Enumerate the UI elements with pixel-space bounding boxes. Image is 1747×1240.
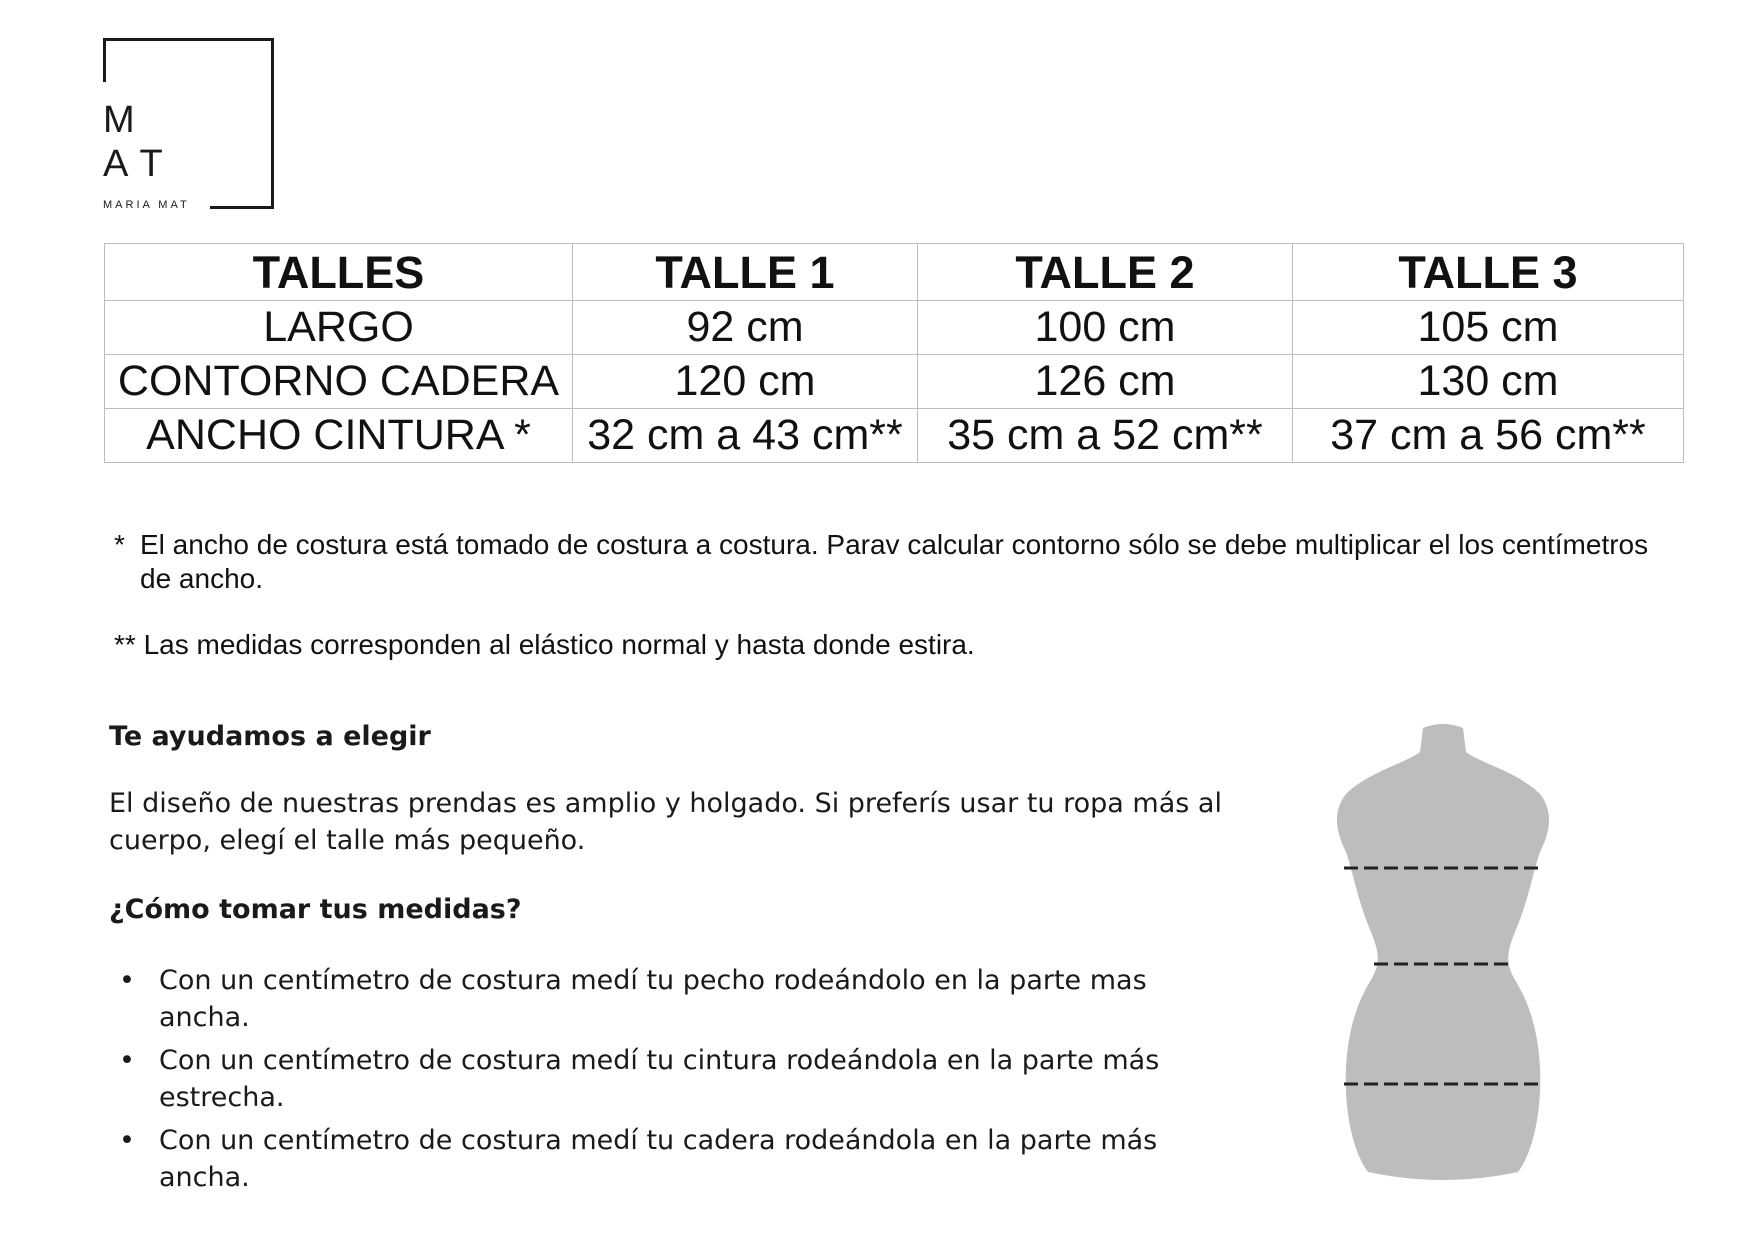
table-cell: 105 cm bbox=[1293, 301, 1684, 355]
footnotes bbox=[114, 528, 1674, 662]
list-item: • Con un centímetro de costura medí tu cintura rodeándola en la parte más estrecha. bbox=[109, 1042, 1239, 1116]
table-cell: 120 cm bbox=[573, 355, 918, 409]
footnote-waist-width bbox=[114, 528, 1674, 596]
help-title: Te ayudamos a elegir bbox=[109, 721, 431, 752]
header-cell-talle-3: TALLE 3 bbox=[1293, 244, 1684, 301]
logo-frame-bottom-stub bbox=[210, 206, 274, 209]
help-paragraph: El diseño de nuestras prendas es amplio y holgado. Si preferís usar tu ropa más al cuerpo, elegí el talle más pequeño. bbox=[109, 788, 1222, 856]
list-item: • Con un centímetro de costura medí tu cadera rodeándola en la parte más ancha. bbox=[109, 1122, 1239, 1196]
table-row-largo bbox=[105, 301, 1684, 355]
table-cell: 37 cm a 56 cm** bbox=[1293, 409, 1684, 463]
size-table-header-row bbox=[105, 244, 1684, 301]
logo-brand-name: MARIA MAT bbox=[103, 199, 190, 211]
table-cell: 126 cm bbox=[918, 355, 1293, 409]
mannequin-body bbox=[1337, 724, 1549, 1180]
footnote-asterisk: * bbox=[114, 529, 125, 560]
footnote-elastic: ** Las medidas corresponden al elástico normal y hasta donde estira. bbox=[114, 629, 975, 660]
size-help-section bbox=[109, 718, 1239, 1202]
logo-letter-m: M bbox=[103, 99, 137, 141]
measure-title: ¿Cómo tomar tus medidas? bbox=[109, 894, 522, 925]
row-label: CONTORNO CADERA bbox=[105, 355, 573, 409]
logo-letters-at: AT bbox=[103, 143, 177, 185]
table-cell: 32 cm a 43 cm** bbox=[573, 409, 918, 463]
header-cell-talle-1: TALLE 1 bbox=[573, 244, 918, 301]
header-cell-talles: TALLES bbox=[105, 244, 573, 301]
table-row-ancho-cintura bbox=[105, 409, 1684, 463]
table-row-contorno-cadera bbox=[105, 355, 1684, 409]
mannequin-illustration bbox=[1328, 722, 1558, 1182]
measure-steps-list bbox=[109, 962, 1239, 1196]
table-cell: 35 cm a 52 cm** bbox=[918, 409, 1293, 463]
size-table bbox=[104, 243, 1684, 463]
header-cell-talle-2: TALLE 2 bbox=[918, 244, 1293, 301]
row-label: LARGO bbox=[105, 301, 573, 355]
table-cell: 130 cm bbox=[1293, 355, 1684, 409]
brand-logo bbox=[103, 38, 275, 210]
footnote-waist-width-text: El ancho de costura está tomado de costura a costura. Parav calcular contorno sólo se debe multiplicar el los centímetros de ancho. bbox=[140, 529, 1649, 594]
row-label: ANCHO CINTURA * bbox=[105, 409, 573, 463]
list-item: • Con un centímetro de costura medí tu pecho rodeándolo en la parte mas ancha. bbox=[109, 962, 1239, 1036]
table-cell: 92 cm bbox=[573, 301, 918, 355]
table-cell: 100 cm bbox=[918, 301, 1293, 355]
logo-frame-left-stub bbox=[103, 38, 106, 82]
